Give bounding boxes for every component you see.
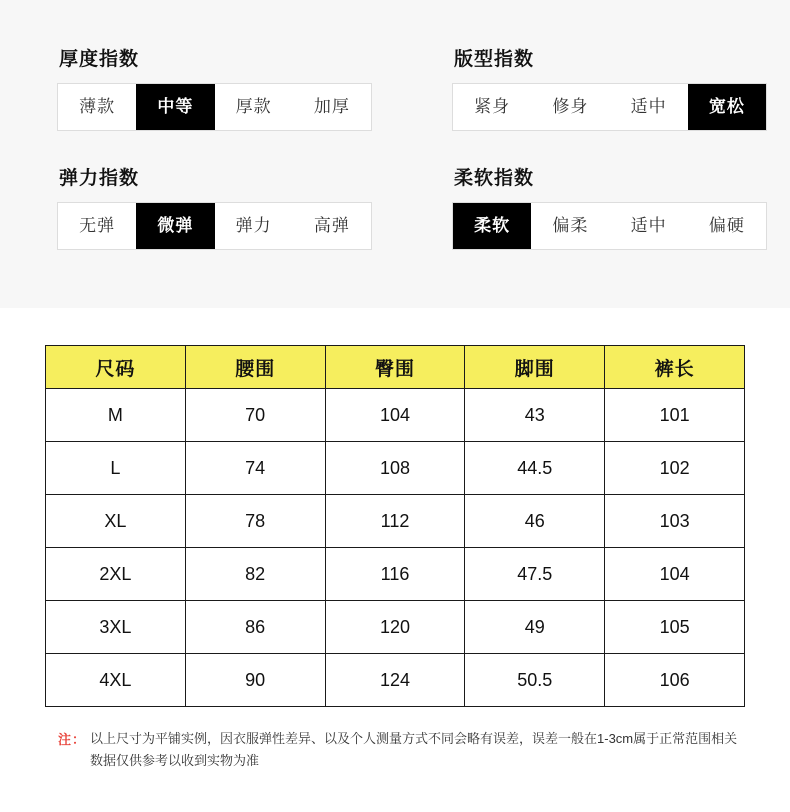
table-cell-hip-1: 108 [325,442,465,495]
table-header-cell-3: 脚围 [465,346,605,389]
attribute-option-thickness-3[interactable]: 加厚 [293,84,371,130]
attribute-title-thickness: 厚度指数 [59,49,140,70]
table-cell-length-0: 101 [605,389,745,442]
table-header-cell-0: 尺码 [46,346,186,389]
attribute-option-fit-2[interactable]: 适中 [610,84,688,130]
attribute-panel [0,0,790,308]
size-table-wrapper [45,345,745,707]
table-row [46,495,745,548]
size-table-head [46,346,745,389]
table-cell-legopening-2: 46 [465,495,605,548]
table-cell-waist-2: 78 [185,495,325,548]
table-row [46,601,745,654]
size-table-body [46,389,745,707]
attribute-option-thickness-0[interactable]: 薄款 [58,84,136,130]
attribute-options-softness [452,202,767,250]
footnote [58,728,748,772]
table-cell-waist-4: 86 [185,601,325,654]
table-cell-legopening-1: 44.5 [465,442,605,495]
attribute-title-fit: 版型指数 [454,49,535,70]
table-cell-waist-1: 74 [185,442,325,495]
table-row [46,548,745,601]
table-cell-legopening-0: 43 [465,389,605,442]
table-header-cell-2: 臀围 [325,346,465,389]
table-cell-legopening-3: 47.5 [465,548,605,601]
footnote-label: 注： [58,732,87,747]
attribute-option-softness-1[interactable]: 偏柔 [531,203,609,249]
table-cell-length-5: 106 [605,654,745,707]
attribute-option-elasticity-2[interactable]: 弹力 [215,203,293,249]
attribute-option-thickness-2[interactable]: 厚款 [215,84,293,130]
table-cell-legopening-5: 50.5 [465,654,605,707]
footnote-text: 以上尺寸为平铺实例，因衣服弹性差异、以及个人测量方式不同会略有误差，误差一般在1-3cm属于正常范围相关数据仅供参考以收到实物为准 [90,731,738,768]
table-row [46,389,745,442]
attribute-options-thickness [57,83,372,131]
table-cell-hip-3: 116 [325,548,465,601]
table-row [46,654,745,707]
table-cell-length-4: 105 [605,601,745,654]
attribute-block-fit [397,44,745,131]
attribute-option-softness-0[interactable]: 柔软 [453,203,531,249]
table-header-cell-4: 裤长 [605,346,745,389]
attribute-option-elasticity-1[interactable]: 微弹 [136,203,214,249]
attribute-option-fit-1[interactable]: 修身 [531,84,609,130]
table-cell-size-0: M [46,389,186,442]
attribute-title-softness: 柔软指数 [454,168,535,189]
table-cell-waist-0: 70 [185,389,325,442]
attribute-block-elasticity [57,163,397,250]
attribute-option-thickness-1[interactable]: 中等 [136,84,214,130]
attribute-grid [57,44,745,282]
table-cell-length-1: 102 [605,442,745,495]
size-table [45,345,745,707]
table-cell-size-1: L [46,442,186,495]
attribute-option-fit-3[interactable]: 宽松 [688,84,766,130]
table-header-cell-1: 腰围 [185,346,325,389]
attribute-title-elasticity: 弹力指数 [59,168,140,189]
table-cell-hip-4: 120 [325,601,465,654]
table-cell-legopening-4: 49 [465,601,605,654]
attribute-option-fit-0[interactable]: 紧身 [453,84,531,130]
table-cell-size-2: XL [46,495,186,548]
table-row [46,442,745,495]
table-cell-length-3: 104 [605,548,745,601]
table-cell-size-4: 3XL [46,601,186,654]
table-cell-waist-5: 90 [185,654,325,707]
table-cell-length-2: 103 [605,495,745,548]
table-cell-hip-2: 112 [325,495,465,548]
attribute-option-elasticity-3[interactable]: 高弹 [293,203,371,249]
table-cell-hip-0: 104 [325,389,465,442]
attribute-options-elasticity [57,202,372,250]
table-cell-hip-5: 124 [325,654,465,707]
attribute-option-softness-2[interactable]: 适中 [610,203,688,249]
table-cell-size-5: 4XL [46,654,186,707]
attribute-option-elasticity-0[interactable]: 无弹 [58,203,136,249]
table-cell-waist-3: 82 [185,548,325,601]
table-header-row [46,346,745,389]
attribute-block-softness [397,163,745,250]
attribute-block-thickness [57,44,397,131]
attribute-option-softness-3[interactable]: 偏硬 [688,203,766,249]
attribute-options-fit [452,83,767,131]
table-cell-size-3: 2XL [46,548,186,601]
